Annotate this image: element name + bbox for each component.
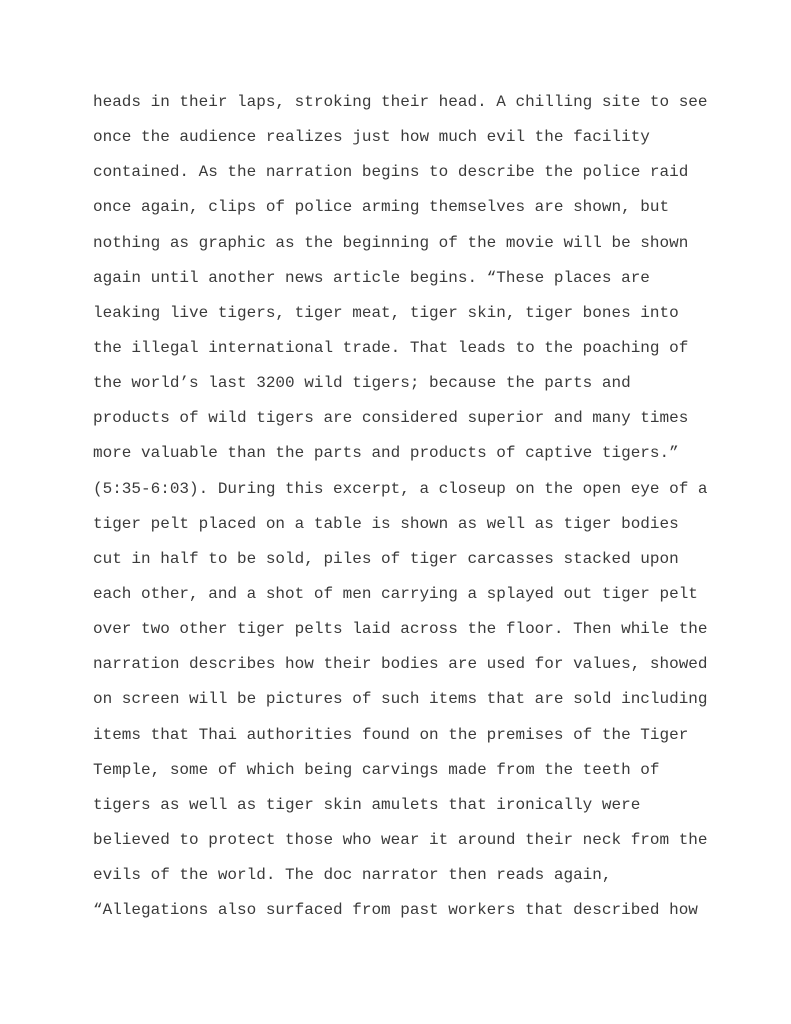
text-line: (5:35-6:03). During this excerpt, a closeup on the open eye of a [93, 479, 708, 498]
text-line: once again, clips of police arming themselves are shown, but [93, 198, 670, 217]
text-line: the world’s last 3200 wild tigers; because the parts and [93, 374, 631, 393]
text-line: heads in their laps, stroking their head. A chilling site to see [93, 93, 708, 111]
text-line: each other, and a shot of men carrying a splayed out tiger pelt [93, 584, 698, 603]
body-text [93, 88, 708, 931]
text-line: more valuable than the parts and products of captive tigers.” [93, 444, 679, 463]
text-line: items that Thai authorities found on the premises of the Tiger [93, 725, 689, 744]
text-line: tiger pelt placed on a table is shown as well as tiger bodies [93, 514, 679, 533]
text-line: over two other tiger pelts laid across the floor. Then while the [93, 620, 708, 639]
text-line: believed to protect those who wear it around their neck from the [93, 830, 708, 849]
text-line: products of wild tigers are considered superior and many times [93, 409, 689, 428]
text-line: once the audience realizes just how much evil the facility [93, 128, 650, 147]
text-line: evils of the world. The doc narrator then reads again, [93, 866, 612, 885]
text-line: on screen will be pictures of such items that are sold including [93, 690, 708, 709]
text-line: tigers as well as tiger skin amulets that ironically were [93, 795, 641, 814]
text-line: nothing as graphic as the beginning of the movie will be shown [93, 233, 689, 252]
text-line: cut in half to be sold, piles of tiger carcasses stacked upon [93, 549, 679, 568]
text-line: Temple, some of which being carvings made from the teeth of [93, 760, 660, 779]
text-line: narration describes how their bodies are used for values, showed [93, 655, 708, 674]
text-line: leaking live tigers, tiger meat, tiger skin, tiger bones into [93, 303, 679, 322]
text-line: the illegal international trade. That leads to the poaching of [93, 338, 689, 357]
text-line: again until another news article begins. “These places are [93, 268, 650, 287]
text-line: “Allegations also surfaced from past workers that described how [93, 901, 698, 920]
text-line: contained. As the narration begins to describe the police raid [93, 163, 689, 182]
